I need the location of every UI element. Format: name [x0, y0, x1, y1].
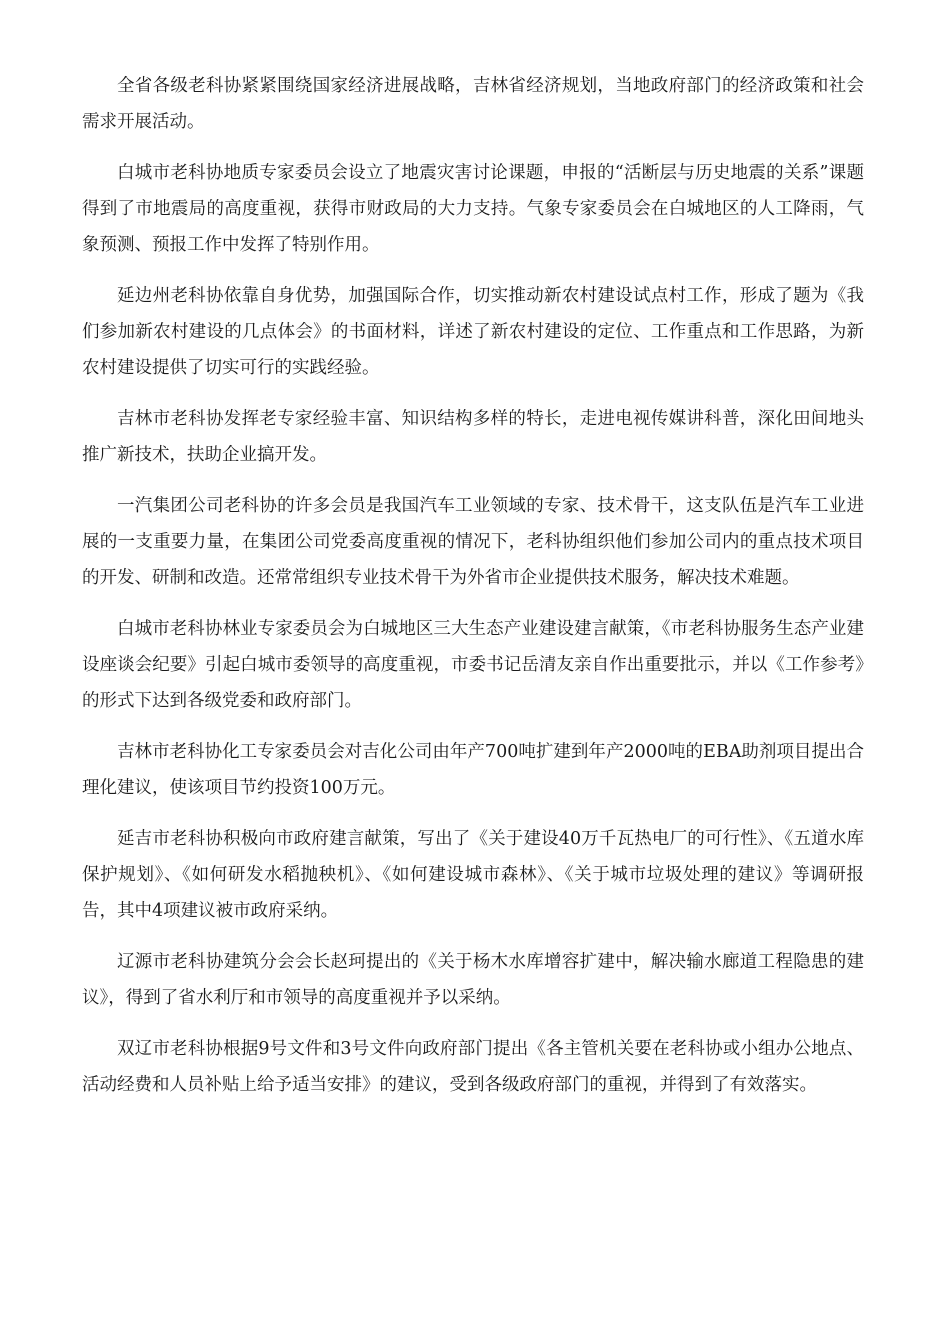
paragraph-3: 延边州老科协依靠自身优势，加强国际合作，切实推动新农村建设试点村工作，形成了题为《我们参加新农村建设的几点体会》的书面材料，详述了新农村建设的定位、工作重点和工作思路，为新农村建设提供了切实可行的实践经验。 [82, 286, 864, 378]
paragraph-7: 吉林市老科协化工专家委员会对吉化公司由年产700吨扩建到年产2000吨的EBA助剂项目提出合理化建议，使该项目节约投资100万元。 [82, 742, 864, 798]
document-page [82, 68, 864, 1118]
paragraph-6: 白城市老科协林业专家委员会为白城地区三大生态产业建设建言献策，《市老科协服务生态产业建设座谈会纪要》引起白城市委领导的高度重视，市委书记岳清友亲自作出重要批示，并以《工作参考》的形式下达到各级党委和政府部门。 [82, 619, 864, 711]
paragraph-5: 一汽集团公司老科协的许多会员是我国汽车工业领域的专家、技术骨干，这支队伍是汽车工业进展的一支重要力量，在集团公司党委高度重视的情况下，老科协组织他们参加公司内的重点技术项目的开发、研制和改造。还常常组织专业技术骨干为外省市企业提供技术服务，解决技术难题。 [82, 496, 864, 588]
paragraph-2: 白城市老科协地质专家委员会设立了地震灾害讨论课题，申报的“活断层与历史地震的关系”课题得到了市地震局的高度重视，获得市财政局的大力支持。气象专家委员会在白城地区的人工降雨，气象预测、预报工作中发挥了特别作用。 [82, 163, 864, 255]
paragraph-9: 辽源市老科协建筑分会会长赵珂提出的《关于杨木水库增容扩建中，解决输水廊道工程隐患的建议》，得到了省水利厅和市领导的高度重视并予以采纳。 [82, 952, 864, 1008]
paragraph-4: 吉林市老科协发挥老专家经验丰富、知识结构多样的特长，走进电视传媒讲科普，深化田间地头推广新技术，扶助企业搞开发。 [82, 409, 864, 465]
paragraph-10: 双辽市老科协根据9号文件和3号文件向政府部门提出《各主管机关要在老科协或小组办公地点、活动经费和人员补贴上给予适当安排》的建议，受到各级政府部门的重视，并得到了有效落实。 [82, 1039, 864, 1095]
paragraph-8: 延吉市老科协积极向市政府建言献策，写出了《关于建设40万千瓦热电厂的可行性》、《五道水库保护规划》、《如何研发水稻抛秧机》、《如何建设城市森林》、《关于城市垃圾处理的建议》等调研报告，其中4项建议被市政府采纳。 [82, 829, 864, 921]
paragraph-1: 全省各级老科协紧紧围绕国家经济进展战略，吉林省经济规划，当地政府部门的经济政策和社会需求开展活动。 [82, 76, 864, 132]
